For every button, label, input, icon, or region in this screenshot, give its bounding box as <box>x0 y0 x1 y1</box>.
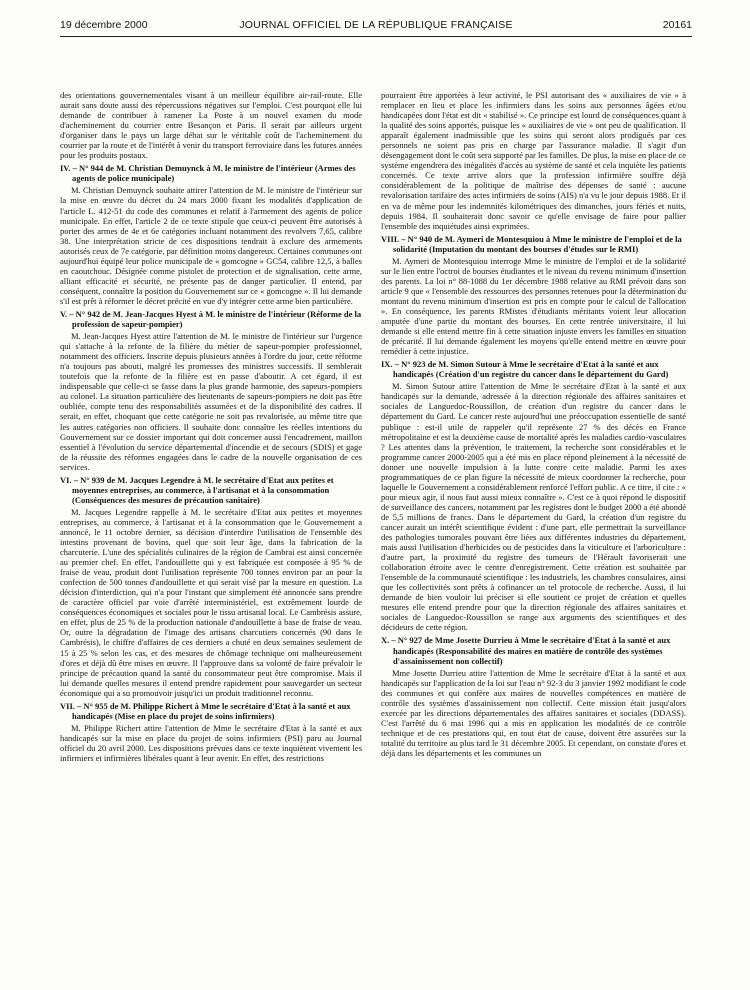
question-heading-940: VIII. – N° 940 de M. Aymeri de Montesquiou à Mme le ministre de l'emploi et de la solidarité (Imputation du montant des bourses d'études sur le RMI) <box>381 233 682 254</box>
question-body-942: M. Jean-Jacques Hyest attire l'attention de M. le ministre de l'intérieur sur l'urgence qui s'attache à la refonte de la filière du métier de sapeur-pompier professionnel, notamment des officiers. Inscrite depuis plusieurs années à l'ordre du jour, cette réforme n'a toujours pas abouti, malgré les promesses des ministres successifs. Il semblerait toutefois que la refonte de la filière est en passe d'aboutir. A cet égard, il est indispensable que celle-ci se fasse dans la plus grande harmonie, des sapeurs-pompiers au colonel. La situation particulière des lieutenants de sapeurs-pompiers ne doit pas être oubliée, compte tenu des responsabilités assumées et de la disponibilité des cadres. Il serait, en effet, choquant que cette catégorie ne soit pas revalorisée, au même titre que les autres catégories non officiers. Il souhaite donc connaître les réelles intentions du Gouvernement sur ce dossier important qui doit concerner aussi l'encadrement, maillon essentiel à l'évolution du service départemental d'incendie et de secours (SDIS) et gage de la réussite des réformes engagées dans le cadre de la nouvelle organisation de ces services. <box>60 331 362 472</box>
left-column <box>60 90 362 970</box>
page-number: 20161 <box>662 19 692 31</box>
question-body-923: M. Simon Sutour attire l'attention de Mme le secrétaire d'Etat à la santé et aux handicapés sur la demande, adressée à la direction régionale des affaires sanitaires et sociales de Languedoc-Roussillon, de création d'un registre du cancer dans le département du Gard. Le cancer reste aujourd'hui une préoccupation essentielle de santé publique : est-il utile de rappeler qu'il représente 27 % des décès en France métropolitaine et est la deuxième cause de mortalité après les maladies cardio-vasculaires ? Les attentes dans la prévention, le traitement, la recherche sont considérables et le programme cancer 2000-2005 qui a été mis en place répond pleinement à la nécessité de donner une nouvelle impulsion à la lutte contre cette maladie. Parmi les axes programmatiques de ce plan figure la nécessité de mieux coordonner la recherche, pour laquelle le Gouvernement a considérablement renforcé l'effort public. A ce titre, il cite : « pour mieux agir, il nous faut aussi mieux connaître ». C'est ce à quoi répond le dispositif de surveillance des cancers, notamment par les registres dont le budget 2000 a été abondé de 5,5 millions de francs. Dans le département du Gard, la création d'un registre du cancer aurait un intérêt scientifique évident : d'une part, elle permettrait la surveillance des pathologies tumorales pouvant être liées aux différentes industries du département, mais aussi l'utilisation d'herbicides ou de pesticides dans la viticulture et l'arboriculture : d'autre part, la proximité du registre des tumeurs de l'Hérault favoriserait une collaboration étroite avec le centre d'enregistrement. Cette création est souhaitée par l'ensemble de la communauté scientifique : les industriels, les chambres consulaires, ainsi que les collectivités sont prêts à cofinancer un tel protocole de recherche. Aussi, il lui demande de bien vouloir lui préciser si elle soutient ce projet de création et quelles mesures elle entend prendre pour que la direction régionale des affaires sanitaires et sociales de Languedoc-Roussillon se range aux arguments des scientifiques et des décideurs de cette région. <box>381 381 686 633</box>
question-body-955: M. Philippe Richert attire l'attention de Mme le secrétaire d'Etat à la santé et aux handicapés sur la mise en place du projet de soins infirmiers (PSI) paru au Journal officiel du 20 avril 2000. Les dispositions prévues dans ce texte inquiètent vivement les infirmiers et infirmières libérales quant à leur avenir. En effet, des restrictions <box>60 722 362 763</box>
page-header <box>60 19 692 35</box>
header-date: 19 décembre 2000 <box>60 19 148 31</box>
header-rule <box>60 36 692 37</box>
question-heading-942: V. – N° 942 de M. Jean-Jacques Hyest à M. le ministre de l'intérieur (Réforme de la profession de sapeur-pompier) <box>60 308 362 330</box>
question-heading-923: IX. – N° 923 de M. Simon Sutour à Mme le secrétaire d'Etat à la santé et aux handicapés (Création d'un registre du cancer dans le département du Gard) <box>381 359 669 380</box>
question-body-955-continued: pourraient être apportées à leur activité, le PSI autorisant des « auxiliaires de vie » à remplacer en lieu et place les infirmiers dans les soins aux personnes âgées et/ou handicapées dont l'état est dit « stabilisé ». Ce principe est lourd de conséquences quant à la qualité des soins apportés, puisque les « auxiliaires de vie » ont peu de qualification. Il apparaît également inadmissible que les soins qui seront alors prodigués par ces personnels ne soient pas pris en charge par l'assurance maladie. Il s'agit d'un désengagement dont le coût sera supporté par les familles. De plus, la mise en place de ce système engendrera des inégalités d'accès au système de santé et cela inquiète les patients concernés. Ce texte arrive alors que la profession infirmière souffre déjà considérablement de la politique de maîtrise des dépenses de santé : aucune revalorisation tarifaire des actes infirmiers de soins (AIS) n'a vu le jour depuis 1988. Et il en va de même pour les indemnités kilométriques des dimanches, jours fériés et nuits, depuis 1984. Il souhaiterait donc savoir ce qu'elle envisage de faire pour pallier l'ensemble des inquiétudes ainsi exprimées. <box>381 90 686 231</box>
continued-paragraph: des orientations gouvernementales visant à un meilleur équilibre air-rail-route. Elle aurait sans doute aussi des répercussions négatives sur l'emploi. C'est pourquoi elle lui demande de contribuer à ramener La Poste à un nouvel examen du mode d'acheminement du courrier entre Besançon et Paris. Il serait par ailleurs urgent d'organiser dans le pays un large débat sur le véritable coût de l'acheminement du courrier par la route et de l'intérêt à venir du transport ferroviaire dans les futures années pour les produits postaux. <box>60 90 362 161</box>
question-heading-955: VII. – N° 955 de M. Philippe Richert à Mme le secrétaire d'Etat à la santé et aux handicapés (Mise en place du projet de soins infirmiers) <box>60 700 351 721</box>
question-body-944: M. Christian Demuynck souhaite attirer l'attention de M. le ministre de l'intérieur sur la mise en œuvre du décret du 24 mars 2000 fixant les modalités d'application de l'article L. 412-51 du code des communes et relatif à l'armement des agents de police municipale. En effet, l'article 2 de ce texte stipule que ceux-ci peuvent être autorisés à porter des armes de 4e et 6e catégories incluant notamment des revolvers 7,65, calibre 38. Une interprétation stricte de ces dispositions tendrait à exclure des armements autorisés ceux de 7e catégorie, par définition moins dangereux. Certaines communes ont aujourd'hui équipé leur police municipale de « gomcogne » GC54, calibre 12,5, à balles en caoutchouc. Désignée comme pistolet de protection et de signalisation, cette arme, alliant efficacité et sécurité, ne présente pas de danger particulier. Il entend, par conséquent, connaître la position du Gouvernement sur ce « gomcogne ». Il lui demande s'il est prêt à réformer le décret précité en vue d'y intégrer cette arme bien particulière. <box>60 185 362 306</box>
question-body-927: Mme Josette Durrieu attire l'attention de Mme le secrétaire d'Etat à la santé et aux handicapés sur l'application de la loi sur l'eau n° 92-3 du 3 janvier 1992 modifiant le code des communes et qui confère aux maires de nouvelles compétences en matière de contrôle des systèmes d'assainissement non collectif. Cette mission était jusqu'alors exercée par les directions départementales des affaires sanitaires et sociales (DDASS). C'est l'arrêté du 6 mai 1996 qui a mis en application les modalités de ce contrôle technique et de ces prestations qui, en tout état de cause, doivent être assurées sur la totalité du territoire au plus tard le 31 décembre 2005. Et cependant, on constate d'ores et déjà dans les départements et les communes un <box>381 667 686 758</box>
journal-title: JOURNAL OFFICIEL DE LA RÉPUBLIQUE FRANÇAISE <box>239 19 513 31</box>
question-heading-939: VI. – N° 939 de M. Jacques Legendre à M. le secrétaire d'Etat aux petites et moyennes entreprises, au commerce, à l'artisanat et à la consommation (Conséquences des mesures de précaution sanitaire) <box>60 474 334 505</box>
question-heading-944: IV. – N° 944 de M. Christian Demuynck à M. le ministre de l'intérieur (Armes des agents de police municipale) <box>60 163 356 184</box>
question-heading-927: X. – N° 927 de Mme Josette Durrieu à Mme le secrétaire d'Etat à la santé et aux handicapés (Responsabilité des maires en matière de contrôle des systèmes d'assainissement non collectif) <box>381 635 671 666</box>
question-body-939: M. Jacques Legendre rappelle à M. le secrétaire d'Etat aux petites et moyennes entreprises, au commerce, à l'artisanat et à la consommation que le Gouvernement a annoncé, le 11 octobre dernier, sa décision d'interdire l'utilisation de l'ensemble des intestins provenant de bovins, quel que soit leur âge, dans la fabrication de la charcuterie. L'une des spécialités culinaires de la région de Cambrai est ainsi concernée au premier chef. En effet, l'andouillette qui y est fabriquée est composée à 95 % de fraise de veau, produit dont l'utilisation représente 700 tonnes environ par an pour la confection de 500 tonnes d'andouillette et qui serait visé par la mesure en question. La décision d'interdiction, qui n'a pour l'instant que simplement été annoncée sans prendre de caractère officiel par voie d'arrêté interministériel, est extrêmement lourde de conséquences économiques et sociales pour le tissu artisanal local. Le Cambrésis assure, en effet, plus de 25 % de la production nationale d'andouillette à base de fraise de veau. Or, outre la dégradation de l'image des artisans charcutiers concernés (90 dans le Cambrésis), le chiffre d'affaires de ces derniers a chuté en deux semaines seulement de 15 à 25 % selon les cas, et des mesures de chômage technique ont malheureusement d'ores et déjà dû être mises en œuvre. Il l'approuve dans sa volonté de faire prévaloir le principe de précaution quand la santé du consommateur peut être compromise. Mais il lui demande quelles mesures il entend prendre rapidement pour sauvegarder un secteur économique qui a su promouvoir jusqu'ici un produit traditionnel reconnu. <box>60 506 362 698</box>
question-body-940: M. Aymeri de Montesquiou interroge Mme le ministre de l'emploi et de la solidarité sur le lien entre l'octroi de bourses étudiantes et le niveau du revenu minimum d'insertion des parents. La loi n° 88-1088 du 1er décembre 1988 relative au RMI prévoit dans son article 9 que « l'ensemble des ressources des personnes retenues pour la détermination du montant du revenu minimum d'insertion est pris en compte pour le calcul de l'allocation ». En conséquence, les parents RMistes d'étudiants méritants voient leur allocation amputée d'une partie du montant des bourses. En cette rentrée universitaire, il lui demande si elle entend mettre fin à cette situation injuste envers les familles en situation de précarité. Il lui demande également les moyens qu'elle entend mettre en œuvre pour remédier à cette injustice. <box>381 255 686 357</box>
right-column <box>381 90 686 970</box>
